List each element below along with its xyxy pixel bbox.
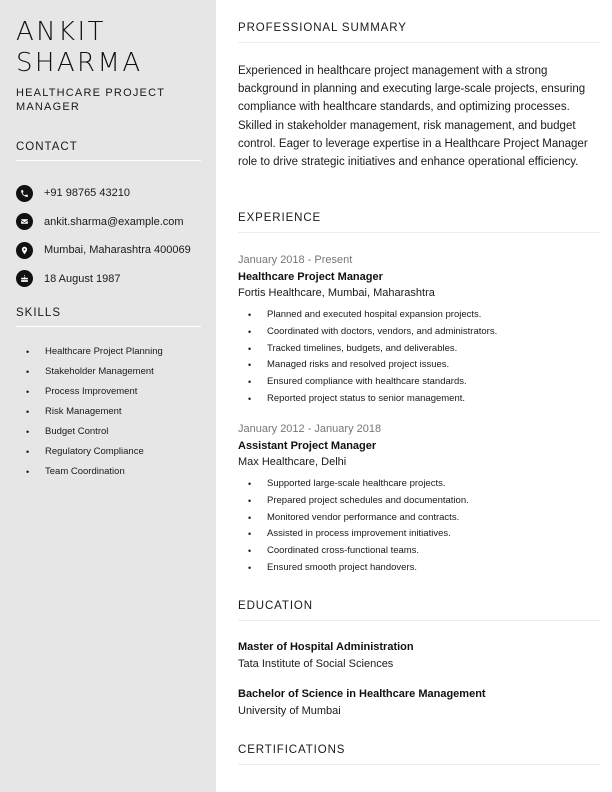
education-entry — [238, 639, 600, 673]
certifications-heading — [238, 744, 600, 765]
divider — [238, 620, 600, 621]
job-bullet: • Assisted in process improvement initiatives. — [248, 526, 600, 543]
summary-heading — [238, 22, 600, 43]
sidebar — [0, 0, 216, 792]
experience-entry — [238, 421, 600, 577]
divider — [16, 160, 201, 161]
job-bullet: • Managed risks and resolved project issues. — [248, 357, 600, 374]
skill-item: • Team Coordination — [26, 462, 211, 482]
contact-address-text: Mumbai, Maharashtra 400069 — [44, 244, 191, 257]
skill-item: • Budget Control — [26, 422, 211, 442]
job-bullet: • Planned and executed hospital expansion projects. — [248, 307, 600, 324]
job-bullet: • Prepared project schedules and documentation. — [248, 493, 600, 510]
skill-item: • Regulatory Compliance — [26, 442, 211, 462]
skills-list — [26, 342, 211, 482]
experience-heading — [238, 212, 600, 233]
experience-heading-label: EXPERIENCE — [238, 212, 322, 224]
edu-degree: Bachelor of Science in Healthcare Management — [238, 688, 486, 700]
job-dates: January 2018 - Present — [238, 254, 353, 266]
job-bullet: • Reported project status to senior management. — [248, 391, 600, 408]
edu-school: Tata Institute of Social Sciences — [238, 658, 394, 670]
contact-list — [16, 179, 211, 293]
certifications-heading-label: CERTIFICATIONS — [238, 744, 346, 756]
skills-heading-label: SKILLS — [16, 307, 61, 319]
main-content — [238, 0, 600, 792]
job-bullets — [238, 307, 600, 408]
job-bullet: • Coordinated cross-functional teams. — [248, 543, 600, 560]
job-dates: January 2012 - January 2018 — [238, 423, 382, 435]
phone-icon — [16, 185, 33, 202]
edu-school: University of Mumbai — [238, 705, 341, 717]
summary-text: Experienced in healthcare project management with a strong background in planning and executing large-scale projects, ensuring compliance with healthcare standards, and optimizing processes. Skilled in stakeholder management, risk management, and budget control. Eager to leverage expertise in a Healthcare Project Manager role to drive strategic initiatives and enhance operational efficiency. — [238, 65, 588, 169]
skills-heading — [16, 307, 201, 327]
skill-item: • Process Improvement — [26, 382, 211, 402]
contact-heading-label: CONTACT — [16, 141, 78, 153]
divider — [16, 326, 201, 327]
name-last: SHARMA — [16, 48, 143, 78]
location-pin-icon — [16, 242, 33, 259]
education-entry — [238, 686, 600, 720]
contact-email-text: ankit.sharma@example.com — [44, 215, 184, 228]
divider — [238, 764, 600, 765]
contact-phone — [16, 179, 211, 208]
education-heading-label: EDUCATION — [238, 600, 313, 612]
birthday-cake-icon — [16, 270, 33, 287]
divider — [238, 232, 600, 233]
contact-birthdate-text: 18 August 1987 — [44, 272, 121, 285]
contact-heading — [16, 141, 201, 161]
candidate-role: HEALTHCARE PROJECT MANAGER — [16, 87, 165, 113]
contact-address — [16, 236, 211, 265]
job-title: Healthcare Project Manager — [238, 271, 383, 283]
job-bullet: • Coordinated with doctors, vendors, and administrators. — [248, 324, 600, 341]
contact-birthdate — [16, 265, 211, 294]
job-bullet: • Ensured smooth project handovers. — [248, 560, 600, 577]
contact-email — [16, 208, 211, 237]
job-company: Fortis Healthcare, Mumbai, Maharashtra — [238, 287, 435, 299]
job-title: Assistant Project Manager — [238, 440, 377, 452]
contact-phone-text: +91 98765 43210 — [44, 187, 130, 200]
skill-item: • Healthcare Project Planning — [26, 342, 211, 362]
experience-entry — [238, 252, 600, 408]
job-bullet: • Ensured compliance with healthcare standards. — [248, 374, 600, 391]
skill-item: • Risk Management — [26, 402, 211, 422]
candidate-name — [16, 17, 143, 79]
job-bullet: • Supported large-scale healthcare projects. — [248, 476, 600, 493]
job-bullet: • Tracked timelines, budgets, and deliverables. — [248, 341, 600, 358]
skill-item: • Stakeholder Management — [26, 362, 211, 382]
edu-degree: Master of Hospital Administration — [238, 641, 414, 653]
job-bullets — [238, 476, 600, 577]
summary-heading-label: PROFESSIONAL SUMMARY — [238, 22, 407, 34]
name-first: ANKIT — [16, 17, 106, 47]
divider — [238, 42, 600, 43]
education-heading — [238, 600, 600, 621]
job-company: Max Healthcare, Delhi — [238, 456, 347, 468]
job-bullet: • Monitored vendor performance and contracts. — [248, 510, 600, 527]
envelope-icon — [16, 213, 33, 230]
